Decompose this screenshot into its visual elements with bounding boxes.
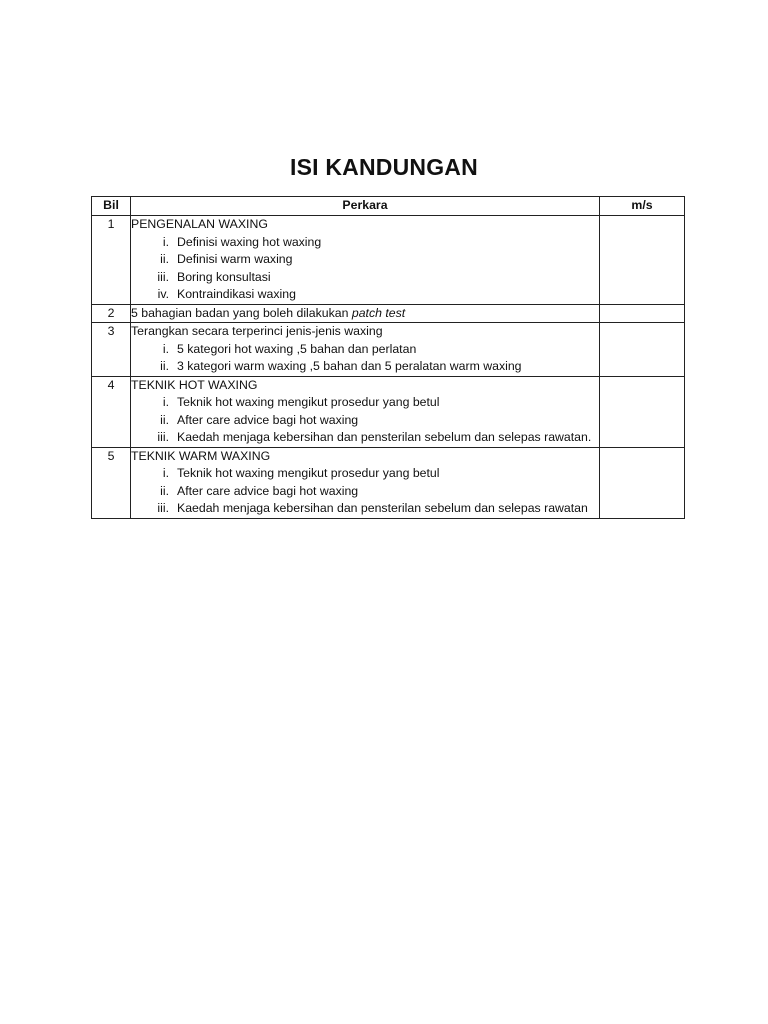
subtopic-numeral: iii. [157,269,169,284]
subtopic-text: Kaedah menjaga kebersihan dan pensterilan sebelum dan selepas rawatan. [177,430,592,444]
page-number-cell [600,304,685,323]
page-number-cell [600,323,685,377]
row-number: 5 [92,447,131,518]
subtopic-text: After care advice bagi hot waxing [177,412,359,427]
table-row [92,447,685,518]
table-header-row [92,197,685,216]
page-number-cell [600,447,685,518]
topic-heading [131,305,599,323]
page-number-cell [600,216,685,305]
subtopic-item [131,483,599,501]
table-row [92,323,685,377]
subtopic-numeral: ii. [160,412,169,427]
subtopic-item [131,394,599,412]
subtopic-item [131,269,599,287]
table-row [92,216,685,305]
subtopic-item [131,358,599,376]
row-number: 4 [92,376,131,447]
header-ms: m/s [600,197,685,216]
topic-heading: Terangkan secara terperinci jenis-jenis waxing [131,324,383,338]
subtopic-numeral: ii. [160,483,169,498]
subtopic-item [131,465,599,483]
subtopic-text: After care advice bagi hot waxing [177,483,359,498]
subtopic-numeral: iii. [157,430,169,444]
subtopic-numeral: ii. [160,252,169,266]
subtopic-numeral: i. [162,234,169,249]
subtopic-numeral: iv. [157,287,169,301]
topic-heading: PENGENALAN WAXING [131,217,268,231]
subtopic-text: 5 kategori hot waxing ,5 bahan dan perlatan [177,341,417,356]
table-row [92,304,685,323]
row-topic [131,447,600,518]
table-row [92,376,685,447]
page-number-cell [600,376,685,447]
subtopic-text: Definisi waxing hot waxing [177,234,322,249]
subtopic-item [131,286,599,304]
row-topic [131,323,600,377]
row-number: 1 [92,216,131,305]
subtopic-text: Kontraindikasi waxing [177,287,296,301]
subtopic-numeral: i. [162,341,169,356]
row-number: 3 [92,323,131,377]
contents-table [91,196,685,519]
header-bil: Bil [92,197,131,216]
subtopic-item [131,429,599,447]
subtopic-item [131,341,599,359]
subtopic-item [131,412,599,430]
subtopic-text: 3 kategori warm waxing ,5 bahan dan 5 peralatan warm waxing [177,359,522,373]
subtopic-numeral: i. [162,395,169,409]
row-topic [131,304,600,323]
page-title: ISI KANDUNGAN [290,154,478,180]
topic-heading-italic: patch test [351,305,406,320]
row-topic [131,216,600,305]
subtopic-text: Teknik hot waxing mengikut prosedur yang betul [177,466,440,480]
header-perkara: Perkara [131,197,600,216]
row-topic [131,376,600,447]
subtopic-text: Definisi warm waxing [177,252,293,266]
subtopic-text: Kaedah menjaga kebersihan dan pensterilan sebelum dan selepas rawatan [177,501,588,515]
topic-heading: TEKNIK HOT WAXING [131,377,258,392]
subtopic-text: Teknik hot waxing mengikut prosedur yang betul [177,395,440,409]
topic-heading: TEKNIK WARM WAXING [131,448,271,463]
topic-heading-text: 5 bahagian badan yang boleh dilakukan [131,305,352,320]
subtopic-text: Boring konsultasi [177,269,271,284]
subtopic-numeral: i. [162,466,169,480]
subtopic-item [131,500,599,518]
subtopic-numeral: iii. [157,501,169,515]
subtopic-item [131,251,599,269]
row-number: 2 [92,304,131,323]
subtopic-numeral: ii. [160,359,169,373]
subtopic-item [131,234,599,252]
